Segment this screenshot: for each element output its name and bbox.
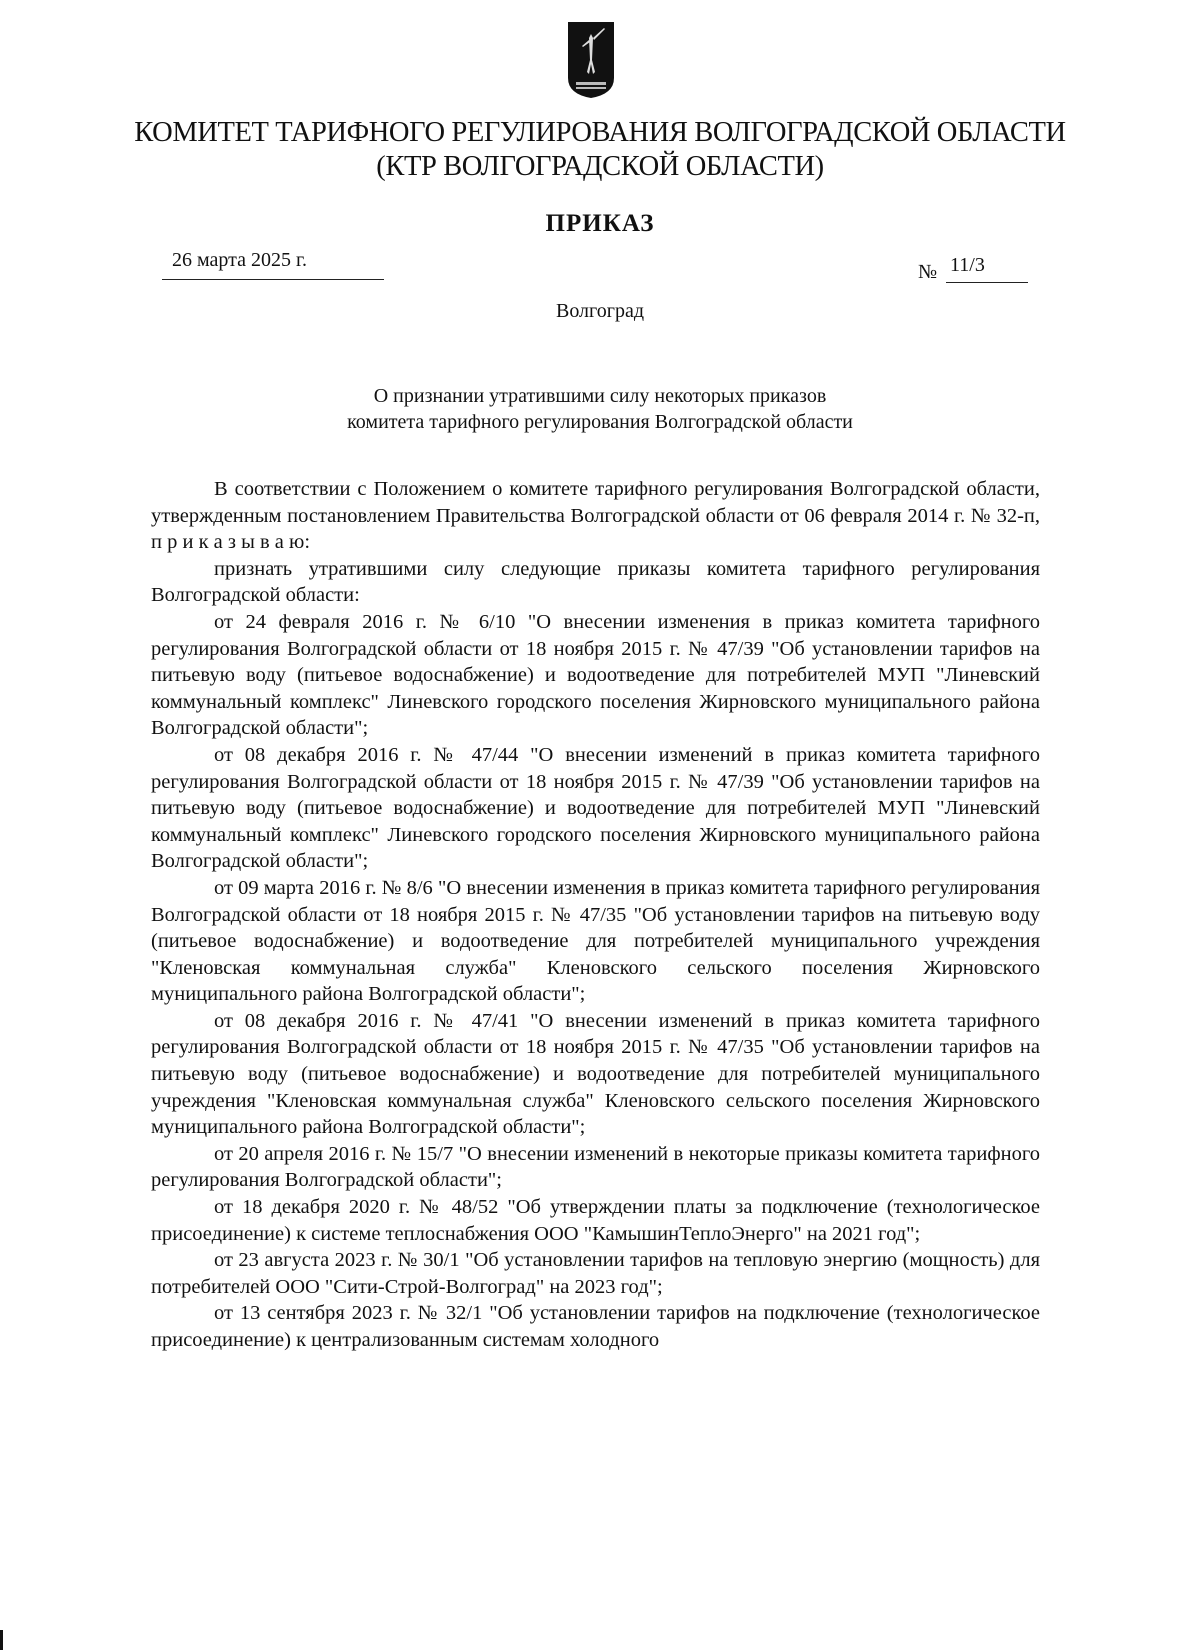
body-paragraph: от 18 декабря 2020 г. № 48/52 "Об утверждении платы за подключение (технологическое присоединение) к системе теплоснабжения ООО "КамышинТеплоЭнерго" на 2021 год"; — [151, 1196, 1040, 1245]
agency-name: КОМИТЕТ ТАРИФНОГО РЕГУЛИРОВАНИЯ ВОЛГОГРАДСКОЙ ОБЛАСТИ — [134, 117, 1066, 148]
document-date: 26 марта 2025 г. — [172, 249, 307, 271]
date-underline — [162, 279, 384, 280]
number-sign: № — [918, 261, 938, 283]
body-paragraph: от 23 августа 2023 г. № 30/1 "Об установлении тарифов на тепловую энергию (мощность) для потребителей ООО "Сити-Строй-Волгоград" на 2023 год"; — [151, 1249, 1040, 1298]
scan-edge-mark — [0, 1630, 3, 1650]
document-body — [151, 476, 1040, 1354]
subject-line: комитета тарифного регулирования Волгоградской области — [347, 411, 853, 433]
body-paragraph: признать утратившими силу следующие приказы комитета тарифного регулирования Волгоградской области: — [151, 557, 1040, 607]
body-paragraph: от 08 декабря 2016 г. № 47/44 "О внесении изменений в приказ комитета тарифного регулирования Волгоградской области от 18 ноября 2015 г. № 47/39 "Об установлении тарифов на питьевую воду (питьевое водоснабжение) и водоотведение для потребителей МУП "Линевский коммунальный комплекс" Линевского городского поселения Жирновского муниципального района Волгоградской области"; — [151, 743, 1040, 873]
body-paragraph: от 24 февраля 2016 г. № 6/10 "О внесении изменения в приказ комитета тарифного регулирования Волгоградской области от 18 ноября 2015 г. № 47/39 "Об установлении тарифов на питьевую воду (питьевое водоснабжение) и водоотведение для потребителей МУП "Линевский коммунальный комплекс" Линевского городского поселения Жирновского муниципального района Волгоградской области"; — [151, 610, 1040, 740]
agency-abbreviation: (КТР ВОЛГОГРАДСКОЙ ОБЛАСТИ) — [376, 151, 824, 182]
body-paragraph: от 09 марта 2016 г. № 8/6 "О внесении изменения в приказ комитета тарифного регулирования Волгоградской области от 18 ноября 2015 г. № 47/35 "Об установлении тарифов на питьевую воду (питьевое водоснабжение) и водоотведение для потребителей муниципального учреждения "Кленовская коммунальная служба" Кленовского сельского поселения Жирновского муниципального района Волгоградской области"; — [151, 876, 1040, 1006]
body-paragraph: от 13 сентября 2023 г. № 32/1 "Об установлении тарифов на подключение (технологическое присоединение) к централизованным системам холодного — [151, 1302, 1040, 1351]
body-paragraph: В соответствии с Положением о комитете тарифного регулирования Волгоградской области, утвержденным постановлением Правительства Волгоградской области от 06 февраля 2014 г. № 32-п, п р и к а з ы в а ю: — [151, 478, 1040, 554]
document-subject — [0, 383, 1200, 435]
document-type: ПРИКАЗ — [545, 210, 655, 237]
coat-of-arms-emblem — [566, 20, 616, 100]
subject-line: О признании утратившими силу некоторых приказов — [373, 385, 827, 407]
body-paragraph: от 20 апреля 2016 г. № 15/7 "О внесении изменений в некоторые приказы комитета тарифного регулирования Волгоградской области"; — [151, 1142, 1040, 1192]
number-underline — [946, 282, 1028, 283]
document-number: 11/3 — [950, 254, 985, 276]
document-city: Волгоград — [555, 300, 645, 322]
body-paragraph: от 08 декабря 2016 г. № 47/41 "О внесении изменений в приказ комитета тарифного регулирования Волгоградской области от 18 ноября 2015 г. № 47/35 "Об установлении тарифов на питьевую воду (питьевое водоснабжение) и водоотведение для потребителей муниципального учреждения "Кленовская коммунальная служба" Кленовского сельского поселения Жирновского муниципального района Волгоградской области"; — [151, 1009, 1040, 1139]
